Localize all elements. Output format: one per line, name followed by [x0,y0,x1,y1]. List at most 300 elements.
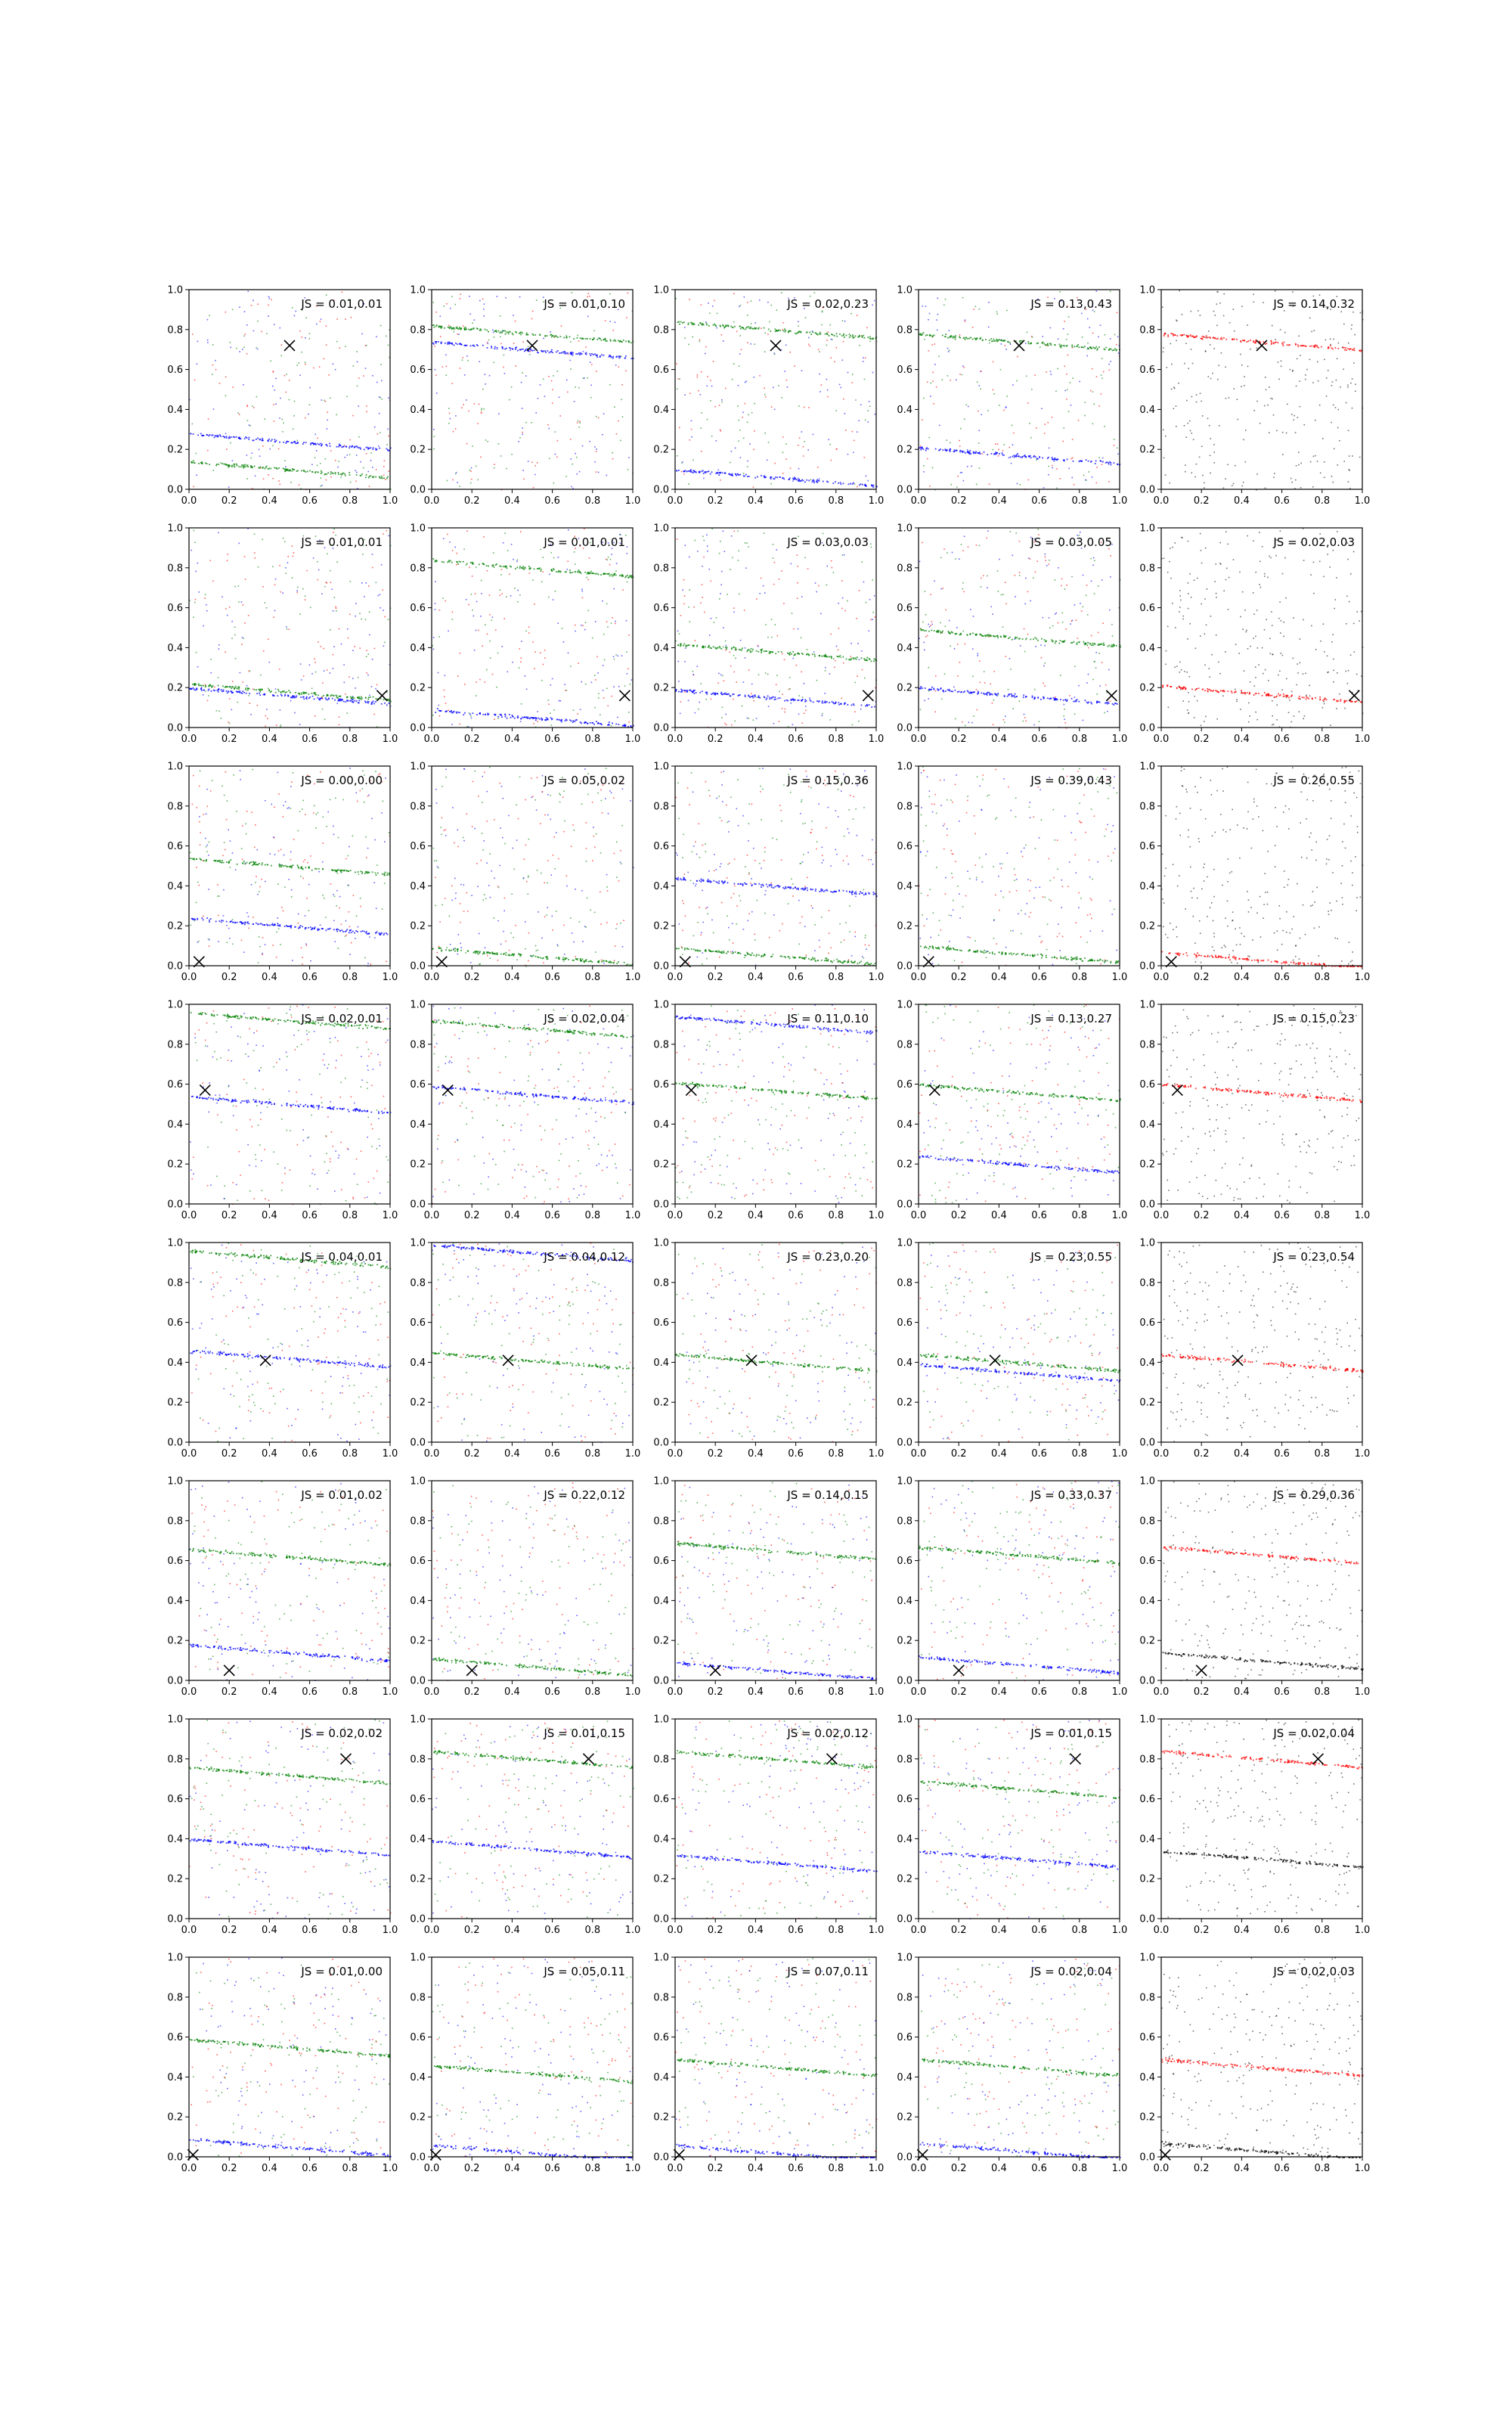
scatter-point [557,440,559,442]
scatter-point [234,627,236,628]
scatter-point [1331,422,1332,424]
scatter-point [470,470,472,472]
scatter-point [872,486,874,488]
scatter-point [506,348,507,349]
scatter-point [852,336,854,337]
scatter-point [537,721,538,722]
scatter-point [522,432,523,433]
scatter-point [363,467,364,469]
scatter-point [591,364,593,365]
scatter-point [1002,594,1004,595]
scatter-point [1209,425,1210,427]
scatter-point [1214,338,1216,340]
scatter-point [1037,458,1039,460]
scatter-point [487,342,488,343]
scatter-point [1008,689,1009,690]
scatter-point [947,375,949,377]
scatter-point [1208,376,1210,377]
scatter-point [339,628,340,630]
scatter-point [275,688,277,690]
scatter-point [798,325,799,327]
scatter-point [870,544,872,545]
scatter-point [269,662,271,663]
scatter-point [1033,455,1035,457]
scatter-point [234,464,235,465]
scatter-point [1297,358,1298,360]
scatter-point [233,687,234,688]
scatter-point [497,718,499,719]
y-tick-label: 0.2 [410,683,426,694]
scatter-point [769,651,770,653]
scatter-point [577,337,578,339]
x-tick-label: 0.0 [181,734,197,745]
scatter-point [750,652,751,653]
scatter-point [764,351,766,352]
scatter-point [515,568,516,569]
scatter-point [550,331,551,333]
scatter-point [688,324,689,325]
scatter-point [277,689,279,690]
scatter-point [698,709,699,710]
scatter-point [433,649,435,650]
scatter-point [682,589,683,591]
scatter-point [383,699,385,700]
scatter-point [1061,579,1063,580]
scatter-point [612,330,614,331]
scatter-point [194,690,196,691]
scatter-point [1044,639,1046,641]
scatter-point [433,637,435,638]
scatter-point [730,652,731,653]
scatter-point [436,392,438,394]
scatter-point [1043,343,1045,345]
scatter-point [1192,363,1194,365]
scatter-point [326,325,327,327]
scatter-point [582,625,584,627]
scatter-point [593,354,594,355]
scatter-point [720,675,722,676]
scatter-point [519,296,521,298]
scatter-point [237,691,239,693]
scatter-point [530,351,531,352]
scatter-point [287,628,288,630]
scatter-point [930,625,931,626]
scatter-point [798,468,800,470]
y-tick-label: 0.2 [897,445,912,456]
scatter-point [456,712,457,713]
scatter-point [363,375,364,377]
scatter-point [385,479,386,480]
scatter-point [515,331,516,333]
scatter-point [1111,644,1113,646]
scatter-point [621,341,623,343]
scatter-point [1351,324,1352,326]
scatter-point [725,641,727,642]
scatter-point [1045,554,1046,555]
scatter-point [221,718,222,719]
x-tick-label: 0.2 [222,734,237,745]
scatter-point [823,533,824,535]
scatter-point [812,330,813,332]
scatter-point [631,342,632,343]
scatter-point [367,701,368,703]
scatter-point [720,472,721,473]
scatter-point [1024,651,1026,653]
scatter-point [296,590,298,591]
scatter-point [1010,457,1012,458]
scatter-point [1004,721,1005,723]
scatter-point [309,338,311,340]
scatter-point [836,336,838,337]
scatter-point [212,686,213,687]
scatter-point [955,339,956,340]
scatter-point [244,556,246,557]
scatter-point [928,350,930,352]
scatter-point [1355,383,1356,385]
scatter-point [1087,644,1089,646]
scatter-point [1117,312,1118,314]
scatter-point [1290,369,1291,371]
scatter-point [754,477,756,479]
scatter-point [314,472,316,473]
scatter-point [735,647,736,649]
scatter-point [1342,347,1343,349]
scatter-point [617,717,618,718]
scatter-point [997,340,999,341]
scatter-point [784,328,785,330]
scatter-point [920,445,922,447]
scatter-point [212,365,214,366]
scatter-point [782,708,783,709]
scatter-point [1003,719,1005,721]
scatter-point [1233,339,1235,340]
scatter-point [857,656,858,658]
scatter-point [829,335,830,337]
scatter-point [205,686,206,687]
scatter-point [349,439,351,441]
scatter-point [1049,448,1050,449]
scatter-point [446,366,448,368]
scatter-point [494,566,495,568]
scatter-point [1315,420,1316,421]
scatter-point [1243,482,1244,483]
scatter-point [1046,641,1047,642]
scatter-point [609,293,611,295]
scatter-point [286,468,287,470]
scatter-point [301,679,302,681]
scatter-point [1241,486,1243,487]
scatter-point [1191,433,1193,434]
scatter-point [846,335,847,337]
scatter-point [1271,343,1272,345]
scatter-point [259,455,261,457]
scatter-point [618,686,620,687]
scatter-point [1202,415,1204,417]
scatter-point [456,564,457,566]
scatter-point [550,717,552,718]
scatter-point [871,485,872,486]
scatter-point [982,453,984,455]
scatter-point [481,580,482,582]
scatter-point [276,724,277,726]
scatter-point [497,347,498,349]
scatter-point [940,588,942,590]
scatter-point [752,328,754,330]
scatter-point [1005,582,1006,583]
scatter-point [1021,340,1022,342]
scatter-point [1021,457,1023,458]
scatter-point [1349,455,1350,457]
scatter-point [309,697,311,698]
scatter-point [978,653,979,655]
scatter-point [254,533,256,535]
scatter-point [1000,369,1002,371]
scatter-point [274,610,276,612]
scatter-point [1349,349,1351,350]
scatter-point [738,695,739,697]
scatter-point [356,351,358,352]
scatter-point [234,436,235,438]
scatter-point [563,641,565,643]
scatter-point [955,633,956,634]
scatter-point [949,350,950,352]
scatter-point [753,487,754,489]
scatter-point [1072,642,1074,644]
scatter-point [761,578,762,579]
scatter-point [388,345,389,346]
scatter-point [1023,694,1024,696]
scatter-point [523,569,525,570]
scatter-point [946,439,947,441]
scatter-point [923,332,925,334]
scatter-point [292,545,293,547]
scatter-point [1190,430,1191,432]
scatter-point [1216,291,1218,293]
scatter-point [314,693,315,694]
scatter-point [1352,349,1353,351]
scatter-point [201,687,203,689]
scatter-point [610,559,612,560]
scatter-point [466,564,467,566]
scatter-point [358,436,360,438]
scatter-point [590,338,591,340]
scatter-point [714,622,715,623]
scatter-point [489,375,491,377]
scatter-point [769,697,770,699]
scatter-point [227,560,228,562]
scatter-point [380,325,382,327]
scatter-point [1295,479,1297,481]
scatter-point [365,368,367,369]
y-tick-label: 0.6 [410,365,426,376]
scatter-point [791,703,792,704]
scatter-point [865,357,866,358]
scatter-point [509,399,510,401]
scatter-point [1088,461,1089,462]
scatter-point [1066,374,1067,375]
scatter-point [368,653,370,655]
scatter-point [463,561,464,563]
scatter-point [768,442,770,443]
scatter-point [239,690,240,692]
scatter-point [1094,593,1095,594]
scatter-point [606,688,608,690]
scatter-point [507,567,508,569]
scatter-point [829,656,830,658]
scatter-point [782,436,784,438]
scatter-point [843,334,844,335]
scatter-point [1337,427,1339,429]
scatter-point [285,467,287,468]
scatter-point [1016,454,1018,455]
scatter-point [473,616,475,617]
scatter-point [311,464,313,466]
scatter-point [319,366,321,368]
scatter-point [600,714,601,715]
scatter-point [328,374,330,376]
scatter-point [581,353,583,355]
scatter-point [819,334,820,335]
scatter-point [462,359,463,361]
scatter-point [852,724,854,726]
scatter-point [373,697,374,698]
scatter-point [504,714,506,715]
scatter-point [689,470,690,472]
scatter-point [805,710,807,712]
scatter-point [292,697,293,699]
scatter-point [761,652,762,653]
scatter-point [367,448,369,449]
scatter-point [1234,388,1235,389]
y-tick-label: 0.6 [167,365,183,376]
scatter-point [516,566,518,568]
scatter-point [352,678,354,679]
scatter-point [289,399,290,401]
scatter-point [500,315,501,317]
scatter-point [1017,483,1018,485]
scatter-point [305,599,306,600]
scatter-point [534,651,536,653]
scatter-point [1270,340,1272,342]
scatter-point [361,334,363,335]
scatter-point [827,656,829,658]
scatter-point [215,435,216,436]
scatter-point [498,443,500,445]
scatter-point [989,340,990,341]
scatter-point [831,656,832,657]
scatter-point [327,472,329,473]
scatter-point [606,603,608,605]
scatter-point [484,408,485,410]
scatter-point [730,326,732,327]
scatter-point [838,482,839,484]
scatter-point [765,624,767,625]
scatter-point [704,471,705,473]
scatter-point [335,473,336,475]
scatter-point [714,647,716,649]
scatter-point [1058,339,1059,340]
scatter-point [1240,354,1241,355]
scatter-point [1002,450,1004,451]
scatter-point [1300,345,1302,346]
scatter-point [798,714,800,715]
scatter-point [739,474,741,476]
scatter-point [218,644,220,646]
scatter-point [761,327,762,329]
scatter-point [706,323,708,324]
scatter-point [339,444,340,445]
scatter-point [1086,682,1088,684]
scatter-point [302,697,304,698]
scatter-point [189,688,191,690]
scatter-point [306,698,308,700]
scatter-point [739,649,740,650]
scatter-point [1216,325,1218,327]
scatter-point [605,320,606,321]
scatter-point [442,597,444,599]
scatter-point [829,324,831,326]
scatter-point [743,438,745,439]
scatter-point [370,460,372,461]
scatter-point [222,690,223,692]
scatter-point [259,694,261,696]
scatter-point [1253,340,1254,342]
scatter-point [446,710,448,712]
scatter-point [584,722,586,724]
scatter-point [587,338,588,340]
scatter-point [1063,345,1064,346]
scatter-point [333,610,334,612]
scatter-point [345,346,346,348]
scatter-point [528,626,530,628]
scatter-point [1096,482,1098,484]
scatter-point [792,613,793,614]
scatter-point [997,570,999,572]
scatter-point [1111,646,1112,647]
scatter-point [500,331,502,333]
scatter-point [321,399,323,401]
scatter-point [1092,565,1094,566]
x-tick-label: 1.0 [869,734,885,745]
scatter-point [991,607,993,608]
scatter-point [1253,302,1255,303]
scatter-point [964,418,965,420]
scatter-point [1105,462,1107,464]
scatter-point [357,446,358,448]
scatter-point [457,343,458,345]
js-annotation: JS = 0.01,0.01 [300,297,383,311]
scatter-point [794,476,795,478]
scatter-point [980,682,981,684]
scatter-point [1062,622,1064,623]
scatter-point [767,302,769,303]
scatter-point [551,337,553,338]
scatter-point [770,651,772,653]
scatter-point [355,616,356,617]
scatter-point [1229,322,1231,324]
scatter-point [1044,433,1046,434]
scatter-point [438,636,440,638]
scatter-point [373,447,374,448]
scatter-point [356,474,358,476]
scatter-point [479,679,481,681]
scatter-point [816,482,818,483]
scatter-point [311,693,313,694]
scatter-point [737,530,739,532]
scatter-point [435,375,437,377]
scatter-point [552,678,553,680]
scatter-point [1088,471,1089,473]
